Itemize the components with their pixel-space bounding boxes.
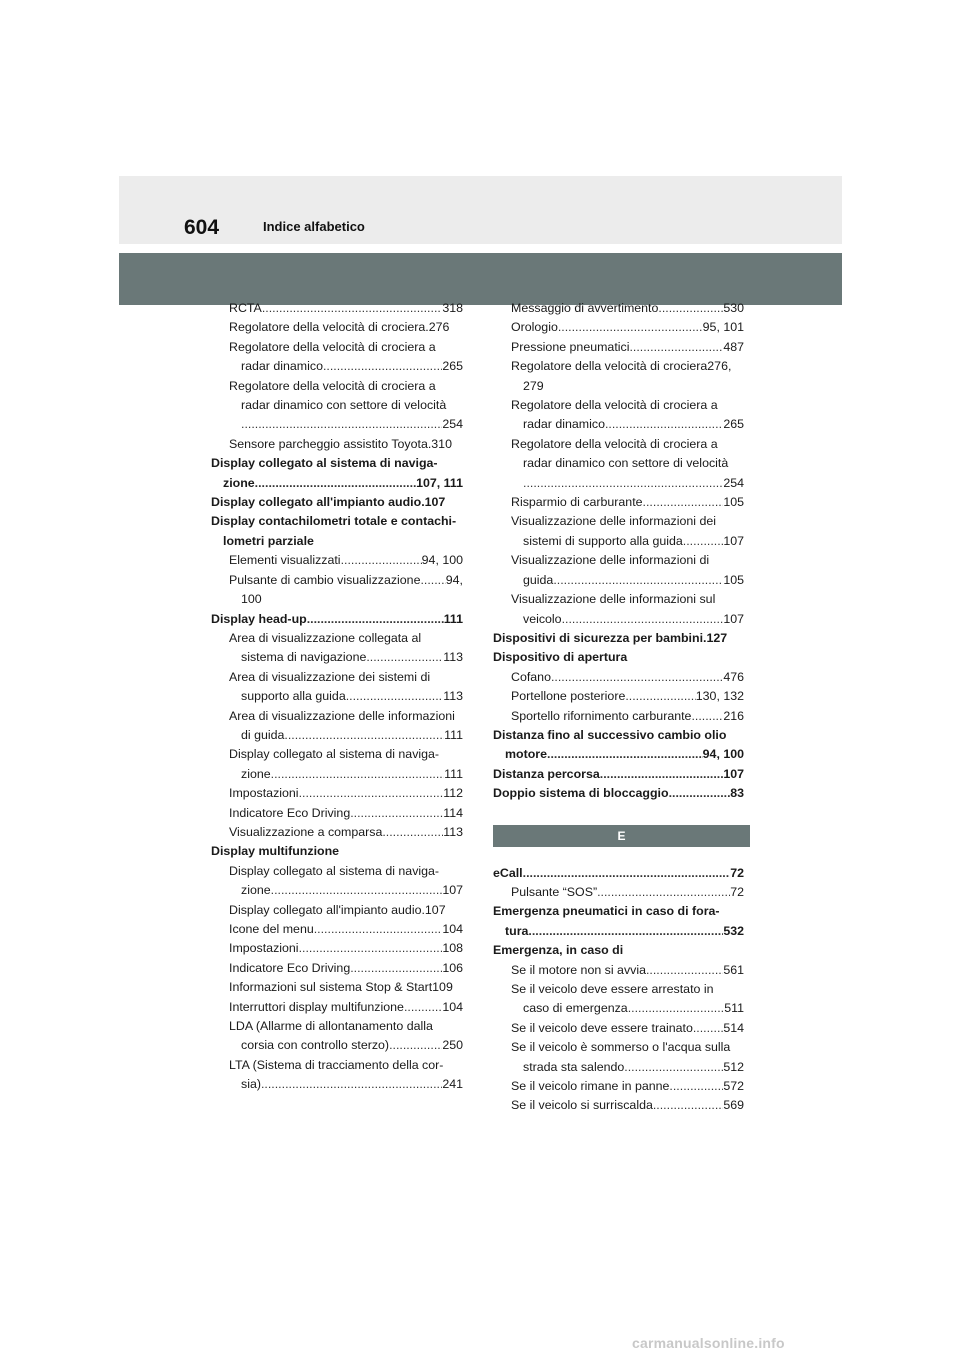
index-entry: Emergenza pneumatici in caso di fora- <box>493 904 720 919</box>
index-entry-cont: lometri parziale <box>223 533 314 548</box>
index-entry-cont: radar dinamico ..... 265 <box>211 357 463 376</box>
index-entry-cont: ..... 254 <box>493 474 744 493</box>
index-entry-cont: di guida ..... 111 <box>211 726 463 745</box>
section-letter-bar: E <box>493 825 750 847</box>
index-entry: Display multifunzione <box>211 844 340 859</box>
index-entry: RCTA ..... 318 <box>211 299 463 318</box>
header-top-band <box>119 176 842 244</box>
index-entry-cont: motore ..... 94, 100 <box>493 745 744 764</box>
index-entry: Pressione pneumatici ..... 487 <box>493 338 744 357</box>
index-entry: Display collegato al sistema di naviga- <box>229 863 440 878</box>
index-entry-cont: radar dinamico ..... 265 <box>493 415 744 434</box>
index-entry-cont: supporto alla guida ..... 113 <box>211 687 463 706</box>
index-entry: Display contachilometri totale e contachi- <box>211 514 457 529</box>
index-entry: Elementi visualizzati ..... 94, 100 <box>211 551 463 570</box>
index-entry: Regolatore della velocità di crociera a <box>229 339 436 354</box>
index-entry: Se il motore non si avvia ..... 561 <box>493 961 744 980</box>
index-entry: Display collegato all'impianto audio .107 <box>229 902 446 917</box>
index-entry: Cofano ..... 476 <box>493 668 744 687</box>
index-entry: Messaggio di avvertimento ..... 530 <box>493 299 744 318</box>
index-entry: Display collegato al sistema di naviga- <box>211 456 438 471</box>
index-entry-cont: zione ..... 107, 111 <box>211 474 463 493</box>
index-entry-cont: tura ..... 532 <box>493 922 744 941</box>
index-entry: Dispositivo di apertura <box>493 650 628 665</box>
index-entry: Indicatore Eco Driving ..... 106 <box>211 959 463 978</box>
index-entry-cont: corsia con controllo sterzo) ..... 250 <box>211 1036 463 1055</box>
index-entry: Visualizzazione a comparsa ..... 113 <box>211 823 463 842</box>
index-column-right <box>493 299 744 1116</box>
index-entry-cont: zione ..... 111 <box>211 765 463 784</box>
index-entry: Display collegato all'impianto audio .107 <box>211 495 446 510</box>
index-entry: Interruttori display multifunzione ..... 104 <box>211 998 463 1017</box>
index-entry: Area di visualizzazione delle informazioni <box>229 708 455 723</box>
header-dark-band <box>119 253 842 305</box>
index-entry: LTA (Sistema di tracciamento della cor- <box>229 1057 444 1072</box>
section-title: Indice alfabetico <box>263 219 365 234</box>
index-entry: Se il veicolo rimane in panne ..... 572 <box>493 1077 744 1096</box>
index-entry: Visualizzazione delle informazioni sul <box>511 592 716 607</box>
index-entry-cont: veicolo ..... 107 <box>493 610 744 629</box>
index-entry: Emergenza, in caso di <box>493 943 624 958</box>
index-entry-cont: caso di emergenza ..... 511 <box>493 999 744 1018</box>
index-entry-cont: guida ..... 105 <box>493 571 744 590</box>
index-entry: Dispositivi di sicurezza per bambini .127 <box>493 630 728 645</box>
index-entry: Area di visualizzazione collegata al <box>229 630 422 645</box>
index-entry-cont: strada sta salendo ..... 512 <box>493 1058 744 1077</box>
index-entry: Se il veicolo è sommerso o l'acqua sulla <box>511 1040 731 1055</box>
index-entry: Display collegato al sistema di naviga- <box>229 747 440 762</box>
index-column-left <box>211 299 463 1095</box>
index-entry-cont: 279 <box>523 378 544 393</box>
watermark: carmanualsonline.info <box>632 1335 785 1351</box>
index-entry: Regolatore della velocità di crociera .276 <box>229 320 450 335</box>
index-entry: Visualizzazione delle informazioni dei <box>511 514 717 529</box>
index-entry: Sensore parcheggio assistito Toyota .310 <box>229 436 452 451</box>
index-entry: Orologio ..... 95, 101 <box>493 318 744 337</box>
index-entry: Doppio sistema di bloccaggio ..... 83 <box>493 784 744 803</box>
index-entry: Impostazioni ..... 112 <box>211 784 463 803</box>
index-entry: Risparmio di carburante ..... 105 <box>493 493 744 512</box>
index-entry-cont: ..... 254 <box>211 415 463 434</box>
index-entry: Se il veicolo si surriscalda ..... 569 <box>493 1096 744 1115</box>
index-entry: Display head-up ..... 111 <box>211 610 463 629</box>
index-entry: Pulsante “SOS” ..... 72 <box>493 883 744 902</box>
index-entry: Icone del menu ..... 104 <box>211 920 463 939</box>
index-entry-cont: zione ..... 107 <box>211 881 463 900</box>
index-entry: Regolatore della velocità di crociera a <box>229 378 436 393</box>
index-entry: Regolatore della velocità di crociera a <box>511 436 718 451</box>
index-entry-cont: radar dinamico con settore di velocità <box>523 456 729 471</box>
index-entry: eCall ..... 72 <box>493 864 744 883</box>
index-entry: Visualizzazione delle informazioni di <box>511 553 710 568</box>
index-entry-cont: radar dinamico con settore di velocità <box>241 398 447 413</box>
index-entry: Se il veicolo deve essere trainato ..... 514 <box>493 1019 744 1038</box>
index-entry-cont: sistema di navigazione ..... 113 <box>211 648 463 667</box>
page-number: 604 <box>184 216 220 239</box>
index-entry: Area di visualizzazione dei sistemi di <box>229 669 431 684</box>
index-entry: LDA (Allarme di allontanamento dalla <box>229 1019 433 1034</box>
index-entry: Distanza fino al successivo cambio olio <box>493 727 727 742</box>
index-entry: Indicatore Eco Driving ..... 114 <box>211 804 463 823</box>
index-entry: Distanza percorsa ..... 107 <box>493 765 744 784</box>
index-entry: Impostazioni ..... 108 <box>211 939 463 958</box>
index-entry: Pulsante di cambio visualizzazione ..... 94, <box>211 571 463 590</box>
index-entry: Informazioni sul sistema Stop & Start 109 <box>229 980 453 995</box>
index-entry-cont: 100 <box>241 592 262 607</box>
index-entry-cont: sistemi di supporto alla guida ..... 107 <box>493 532 744 551</box>
index-entry: Regolatore della velocità di crociera276, <box>511 359 732 374</box>
index-entry: Sportello rifornimento carburante ..... 216 <box>493 707 744 726</box>
index-entry: Portellone posteriore ..... 130, 132 <box>493 687 744 706</box>
index-entry: Se il veicolo deve essere arrestato in <box>511 982 714 996</box>
index-entry-cont: sia) ..... 241 <box>211 1075 463 1094</box>
index-entry: Regolatore della velocità di crociera a <box>511 398 718 413</box>
